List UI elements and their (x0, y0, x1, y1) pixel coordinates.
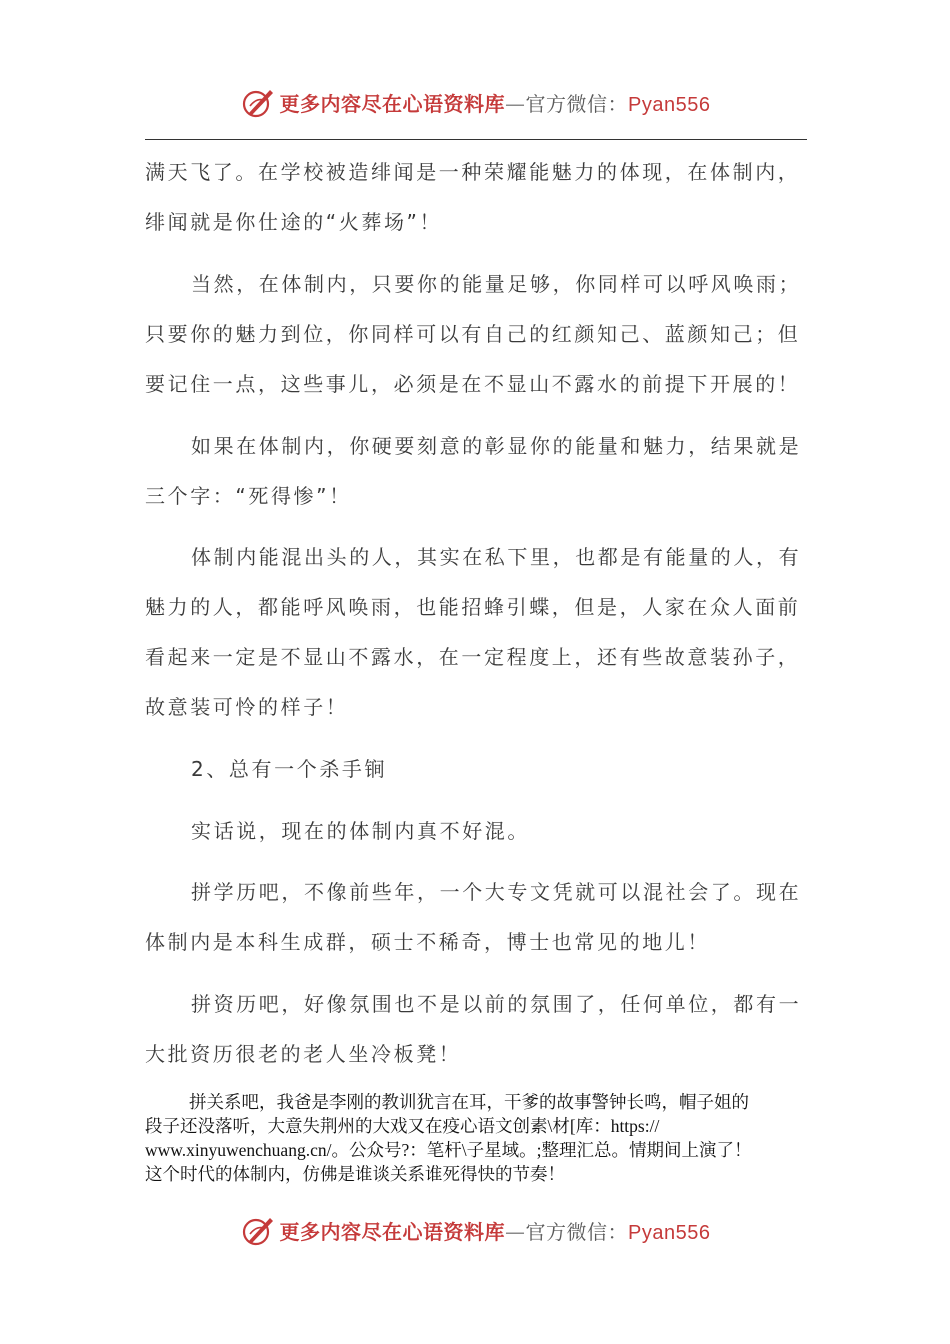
banner-separator: — (505, 91, 526, 116)
header-banner (0, 80, 950, 124)
paragraph-line: 拼资历吧，好像氛围也不是以前的氛围了，任何单位，都有一 (191, 992, 802, 1016)
section-heading: 2、总有一个杀手锏 (191, 757, 388, 781)
header-divider (145, 139, 807, 140)
banner-official-label: 官方微信： (525, 1219, 629, 1244)
paragraph-line: 魅力的人，都能呼风唤雨，也能招蜂引蝶，但是，人家在众人面前 (145, 595, 801, 619)
paragraph-line: 当然，在体制内，只要你的能量足够，你同样可以呼风唤雨； (191, 272, 802, 296)
banner-wechat-handle: Pyan556 (628, 93, 711, 116)
banner-separator: — (505, 1219, 526, 1244)
paragraph-line: 绯闻就是你仕途的“火葬场”！ (145, 210, 443, 234)
paragraph-line: www.xinyuwenchuang.cn/。公众号?：笔杆\子星域。;整理汇总。情期间上演了！ (145, 1140, 752, 1160)
banner-site-name: 更多内容尽在心语资料库 (279, 1219, 506, 1244)
paragraph-line: 看起来一定是不显山不露水，在一定程度上，还有些故意装孙子， (145, 645, 801, 669)
quill-logo-icon (240, 1212, 276, 1248)
paragraph-line: 这个时代的体制内，仿佛是谁谈关系谁死得快的节奏！ (145, 1164, 565, 1184)
paragraph-line: 只要你的魅力到位，你同样可以有自己的红颜知己、蓝颜知己；但 (145, 322, 801, 346)
quill-logo-icon (240, 84, 276, 120)
paragraph-line: 如果在体制内，你硬要刻意的彰显你的能量和魅力，结果就是 (191, 434, 802, 458)
banner-wechat-handle: Pyan556 (628, 1221, 711, 1244)
paragraph-line: 体制内是本科生成群，硕士不稀奇，博士也常见的地儿！ (145, 930, 710, 954)
footer-banner (0, 1208, 950, 1252)
banner-text (280, 1216, 711, 1245)
paragraph-line: 故意装可怜的样子！ (145, 695, 349, 719)
paragraph-line: 要记住一点，这些事儿，必须是在不显山不露水的前提下开展的！ (145, 372, 801, 396)
paragraph-line: 拼学历吧，不像前些年，一个大专文凭就可以混社会了。现在 (191, 880, 802, 904)
paragraph-line: 实话说，现在的体制内真不好混。 (191, 819, 530, 843)
paragraph-line: 拼关系吧，我爸是李刚的教训犹言在耳，干爹的故事警钟长鸣，帽子姐的 (189, 1092, 749, 1112)
paragraph-line: 大批资历很老的老人坐冷板凳！ (145, 1042, 462, 1066)
banner-official-label: 官方微信： (525, 91, 629, 116)
paragraph-line: 三个字：“死得惨”！ (145, 484, 352, 508)
banner-site-name: 更多内容尽在心语资料库 (279, 91, 506, 116)
paragraph-line: 满天飞了。在学校被造绯闻是一种荣耀能魅力的体现，在体制内， (145, 160, 801, 184)
paragraph-line: 体制内能混出头的人，其实在私下里，也都是有能量的人，有 (191, 545, 802, 569)
banner-text (280, 88, 711, 117)
paragraph-line: 段子还没落听，大意失荆州的大戏又在疫心语文创素\材[库：https:// (145, 1116, 660, 1136)
